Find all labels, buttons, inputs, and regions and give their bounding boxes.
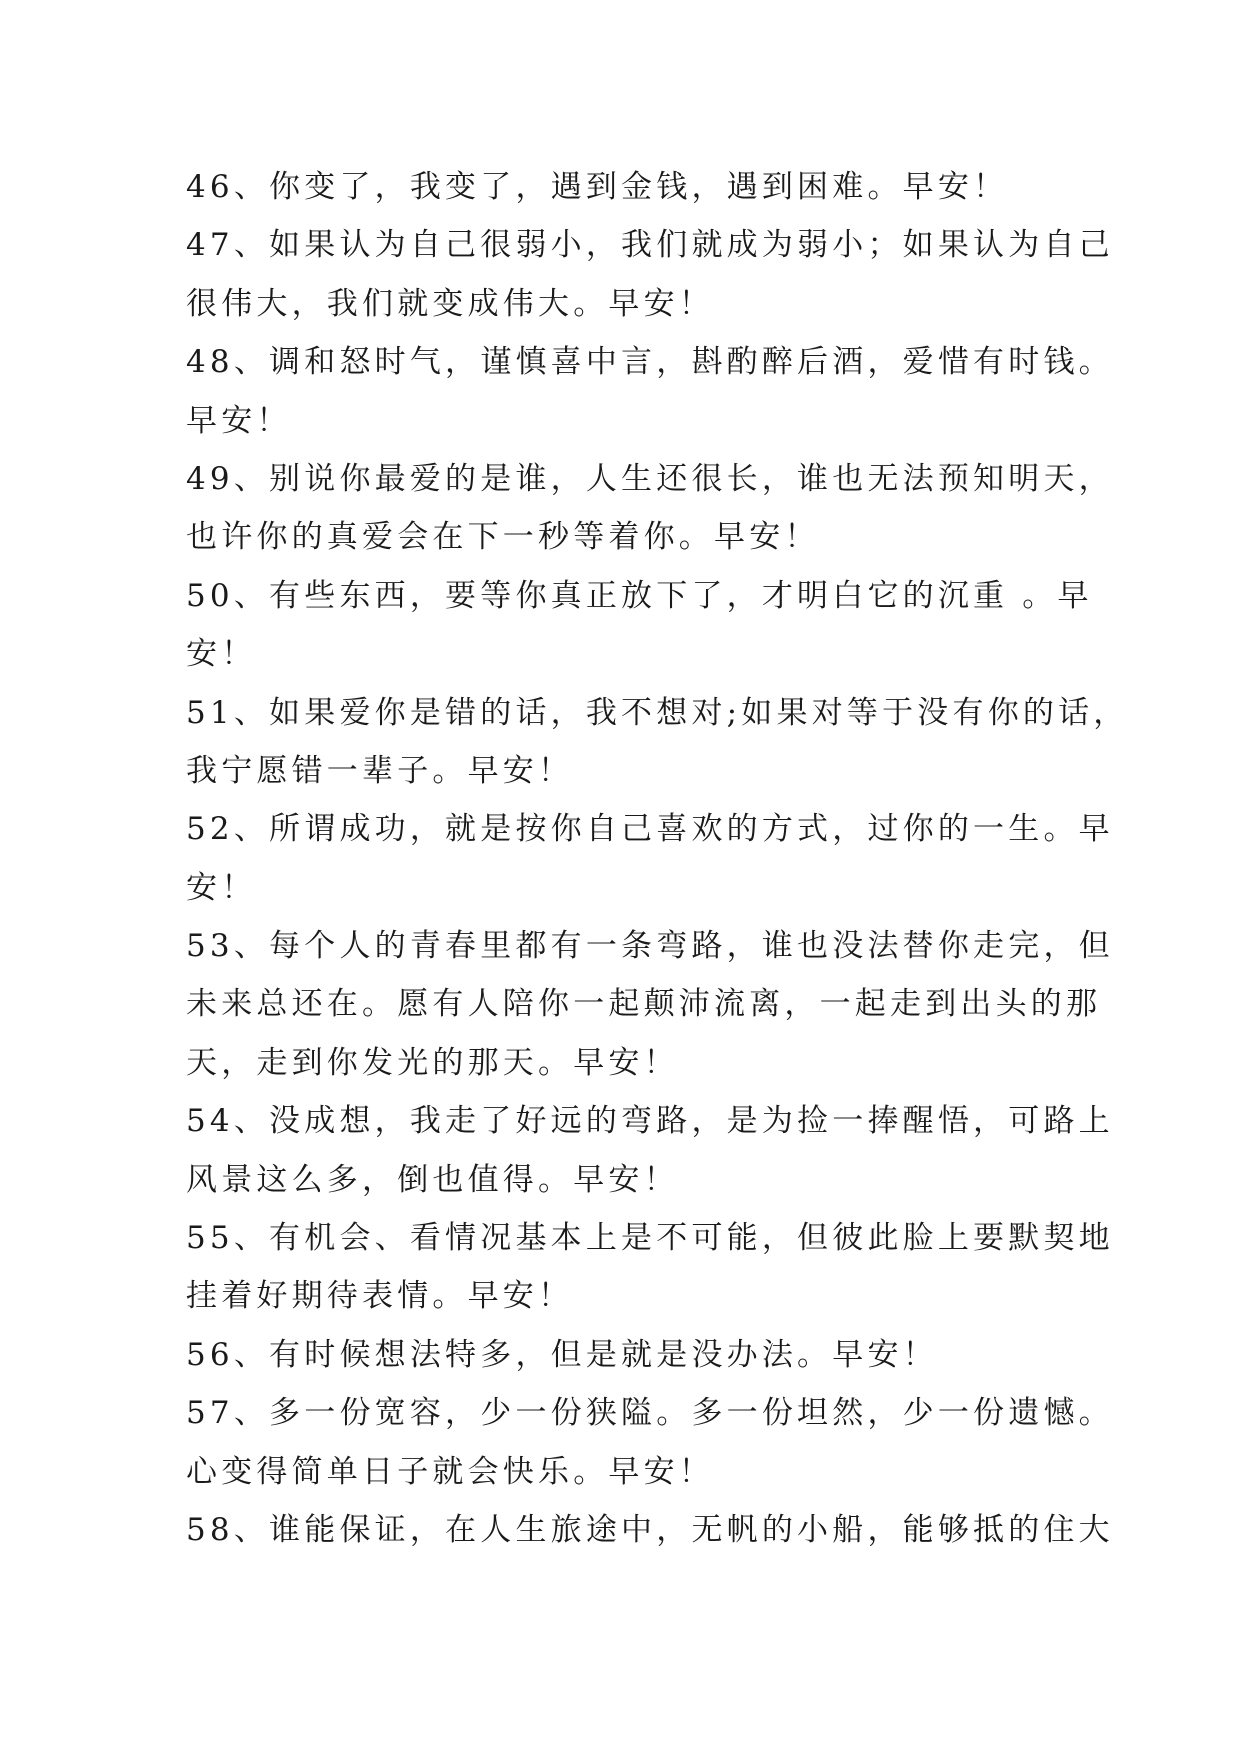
text-line: 天，走到你发光的那天。早安！ (186, 1044, 679, 1081)
text-line: 我宁愿错一辈子。早安！ (186, 752, 574, 789)
document-body (186, 158, 1129, 1559)
text-line: 50、有些东西，要等你真正放下了，才明白它的沉重 。早 (186, 577, 1093, 614)
text-line: 风景这么多，倒也值得。早安！ (186, 1161, 679, 1198)
text-line: 54、没成想，我走了好远的弯路，是为捡一捧醒悟，可路上 (186, 1103, 1114, 1140)
text-line: 未来总还在。愿有人陪你一起颠沛流离，一起走到出头的那 (186, 986, 1102, 1023)
text-line: 安！ (186, 636, 257, 673)
text-line: 53、每个人的青春里都有一条弯路，谁也没法替你走完，但 (186, 928, 1114, 965)
text-line: 早安！ (186, 402, 292, 439)
text-line: 57、多一份宽容，少一份狭隘。多一份坦然，少一份遗憾。 (186, 1395, 1114, 1432)
text-line: 很伟大，我们就变成伟大。早安！ (186, 285, 714, 322)
text-line: 也许你的真爱会在下一秒等着你。早安！ (186, 519, 820, 556)
text-line: 52、所谓成功，就是按你自己喜欢的方式，过你的一生。早 (186, 811, 1114, 848)
text-line: 46、你变了，我变了，遇到金钱，遇到困难。早安！ (186, 169, 1009, 205)
text-line: 挂着好期待表情。早安！ (186, 1278, 574, 1315)
text-line: 心变得简单日子就会快乐。早安！ (186, 1453, 714, 1490)
text-line: 安！ (186, 869, 257, 906)
text-line: 51、如果爱你是错的话，我不想对;如果对等于没有你的话， (186, 694, 1129, 731)
text-line: 58、谁能保证，在人生旅途中，无帆的小船，能够抵的住大 (186, 1511, 1114, 1548)
text-line: 49、别说你最爱的是谁，人生还很长，谁也无法预知明天， (186, 460, 1114, 497)
text-line: 55、有机会、看情况基本上是不可能，但彼此脸上要默契地 (186, 1220, 1114, 1257)
text-line: 56、有时候想法特多，但是就是没办法。早安！ (186, 1336, 938, 1373)
text-line: 48、调和怒时气，谨慎喜中言，斟酌醉后酒，爱惜有时钱。 (186, 344, 1114, 381)
text-line: 47、如果认为自己很弱小，我们就成为弱小；如果认为自己 (186, 227, 1114, 264)
